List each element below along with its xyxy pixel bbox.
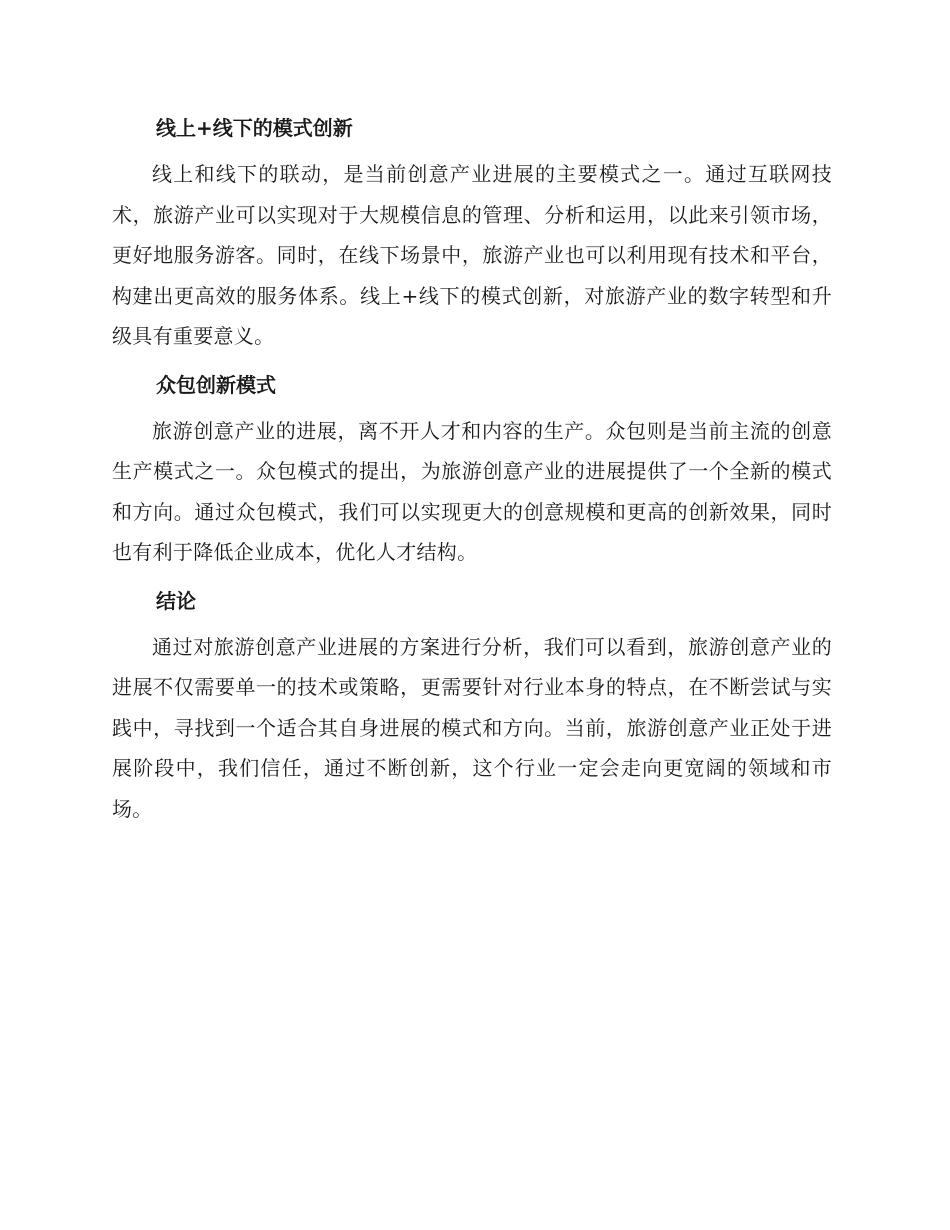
section-paragraph: 旅游创意产业的进展，离不开人才和内容的生产。众包则是当前主流的创意生产模式之一。众包模式的提出，为旅游创意产业的进展提供了一个全新的模式和方向。通过众包模式，我们可以实现更大的创意规模和更高的创新效果，同时也有利于降低企业成本，优化人才结构。: [112, 418, 832, 564]
section-heading: 结论: [156, 588, 196, 613]
section-online-offline: [112, 110, 832, 357]
section-paragraph: 线上和线下的联动，是当前创意产业进展的主要模式之一。通过互联网技术，旅游产业可以实现对于大规模信息的管理、分析和运用，以此来引领市场，更好地服务游客。同时，在线下场景中，旅游产业也可以利用现有技术和平台，构建出更高效的服务体系。线上+线下的模式创新，对旅游产业的数字转型和升级具有重要意义。: [112, 162, 832, 348]
section-heading: 线上+线下的模式创新: [156, 116, 353, 140]
section-paragraph: 通过对旅游创意产业进展的方案进行分析，我们可以看到，旅游创意产业的进展不仅需要单一的技术或策略，更需要针对行业本身的特点，在不断尝试与实践中，寻找到一个适合其自身进展的模式和方向。当前，旅游创意产业正处于进展阶段中，我们信任，通过不断创新，这个行业一定会走向更宽阔的领域和市场。: [112, 634, 832, 821]
document-body: [112, 110, 832, 839]
section-heading: 众包创新模式: [156, 372, 276, 397]
section-conclusion: [112, 583, 832, 830]
section-crowdsourcing: [112, 367, 832, 573]
